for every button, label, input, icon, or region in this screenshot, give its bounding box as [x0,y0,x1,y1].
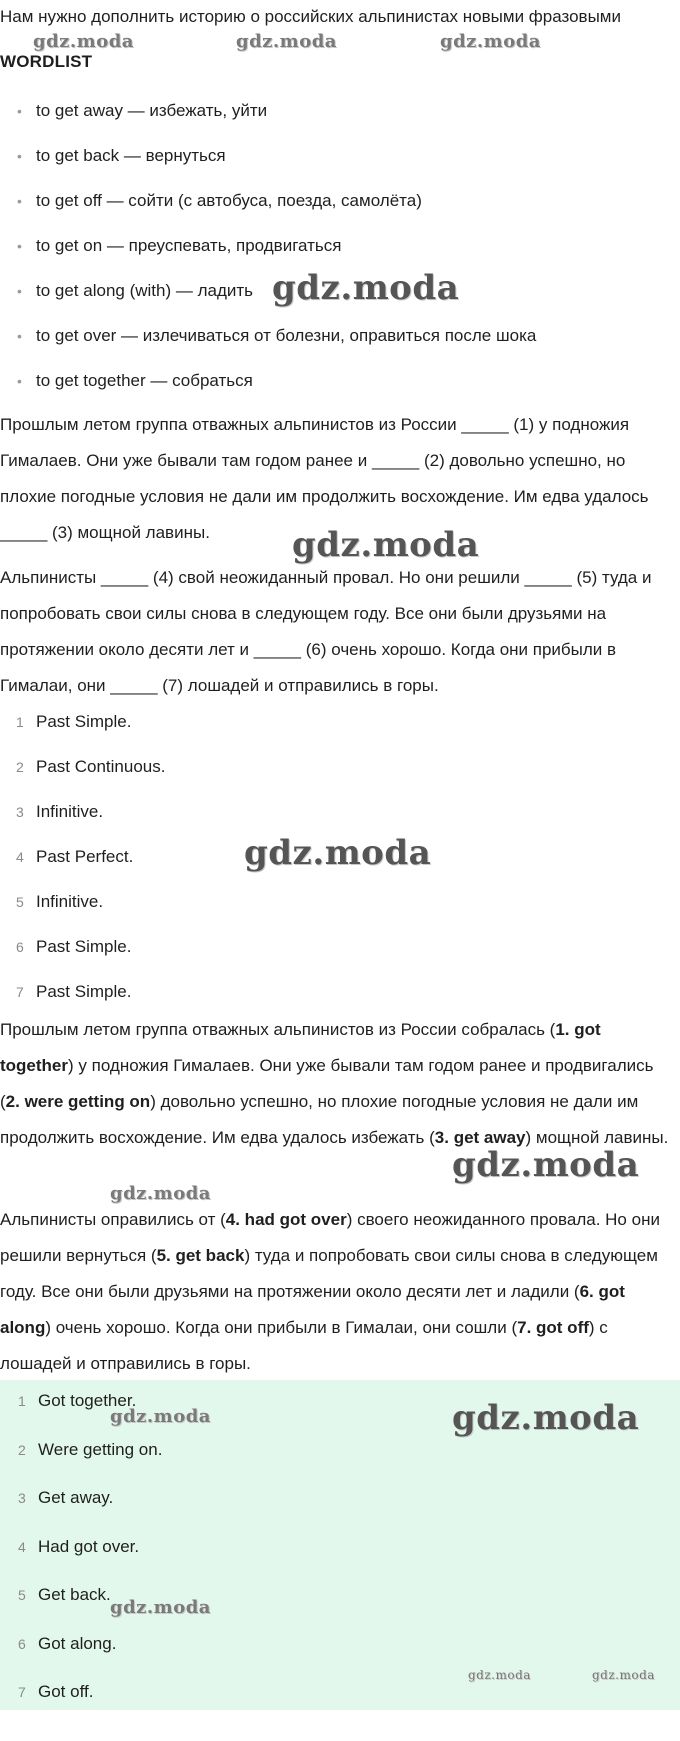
list-item: 3 Infinitive. [16,802,104,821]
item-number: 7 [16,984,24,1000]
wordlist-item: • to get over — излечиваться от болезни, оправиться после шока [17,326,537,345]
gap-text-paragraph-1: Прошлым летом группа отважных альпинистов из России _____ (1) у подножия Гималаев. Они уже бывали там годом ранее и _____ (2) довольно успешно, но плохие погодные условия не дали им продолжить восхождение. Им едва удалось _____ (3) мощной лавины. [0,415,649,542]
item-number: 5 [16,894,24,910]
list-item: 4 Had got over. [18,1536,140,1556]
watermark: gdz.moda [33,31,134,52]
watermark: gdz.moda [452,1145,640,1185]
wordlist-item: • to get off — сойти (с автобуса, поезда, самолёта) [17,191,422,210]
bullet-icon: • [17,103,22,119]
wordlist [0,100,536,415]
watermark: gdz.moda [244,833,432,873]
answer-paragraph-2: Альпинисты оправились от (4. had got over) своего неожиданного провала. Но они решили вернуться (5. get back) туда и попробовать свои силы снова в следующем году. Все они были друзьями на протяжении около десяти лет и ладили (6. got along) очень хорошо. Когда они прибыли в Гималаи, они сошли (7. got off) с лошадей и отправились в горы. [0,1210,660,1373]
item-number: 2 [16,759,24,775]
list-item: 6 Past Simple. [16,937,132,956]
list-item: 7 Past Simple. [16,982,132,1001]
item-number: 6 [18,1635,26,1652]
list-item: 5 Infinitive. [16,892,104,911]
answer-list [2,1390,162,1730]
watermark: gdz.moda [292,525,480,565]
list-item: 7 Got off. [18,1682,94,1701]
list-item: 4 Past Perfect. [16,847,134,866]
item-number: 5 [18,1587,26,1603]
wordlist-item: • to get on — преуспевать, продвигаться [17,236,342,255]
list-item: 2 Were getting on. [18,1439,163,1459]
watermark: gdz.moda [468,1668,531,1682]
wordlist-title: WORDLIST [0,52,93,71]
bullet-icon: • [17,373,22,389]
item-number: 4 [18,1538,26,1555]
bullet-icon: • [17,328,22,344]
bullet-icon: • [17,148,22,164]
answer-paragraph-1: Прошлым летом группа отважных альпинистов из России собралась (1. got together) у подножия Гималаев. Они уже бывали там годом ранее и продвигались (2. were getting on) довольно успешно, но плохие погодные условия не дали им продолжить восхождение. Им едва удалось избежать (3. get away) мощной лавины. [0,1020,669,1147]
gap-text-paragraph-2: Альпинисты _____ (4) свой неожиданный провал. Но они решили _____ (5) туда и попробовать свои силы снова в следующем году. Все они были друзьями на протяжении около десяти лет и _____ (6) очень хорошо. Когда они прибыли в Гималаи, они _____ (7) лошадей и отправились в горы. [0,568,652,695]
item-number: 1 [18,1393,26,1409]
list-item: 2 Past Continuous. [16,757,166,776]
watermark: gdz.moda [592,1668,655,1682]
bullet-icon: • [17,193,22,209]
watermark: gdz.moda [452,1398,640,1438]
watermark: gdz.moda [110,1183,211,1204]
item-number: 1 [16,714,24,730]
item-number: 3 [16,804,24,820]
watermark: gdz.moda [236,31,337,52]
watermark: gdz.moda [110,1406,211,1427]
tense-list [0,711,165,1026]
list-item: 1 Past Simple. [16,712,132,731]
item-number: 4 [16,849,24,865]
item-number: 7 [18,1684,26,1700]
list-item: 1 Got together. [18,1391,137,1410]
item-number: 3 [18,1490,26,1506]
wordlist-item: • to get together — собраться [17,371,253,390]
wordlist-item: • to get back — вернуться [17,146,226,165]
wordlist-item: • to get away — избежать, уйти [17,101,268,120]
item-number: 6 [16,939,24,955]
list-item: 6 Got along. [18,1633,117,1653]
bullet-icon: • [17,238,22,254]
list-item: 3 Get away. [18,1488,114,1507]
intro-text: Нам нужно дополнить историю о российских альпинистах новыми фразовыми [0,7,621,26]
item-number: 2 [18,1441,26,1458]
watermark: gdz.moda [272,268,460,308]
wordlist-item: • to get along (with) — ладить [17,281,254,300]
watermark: gdz.moda [110,1597,211,1618]
bullet-icon: • [17,283,22,299]
watermark: gdz.moda [440,31,541,52]
list-item: 5 Get back. [18,1585,111,1604]
